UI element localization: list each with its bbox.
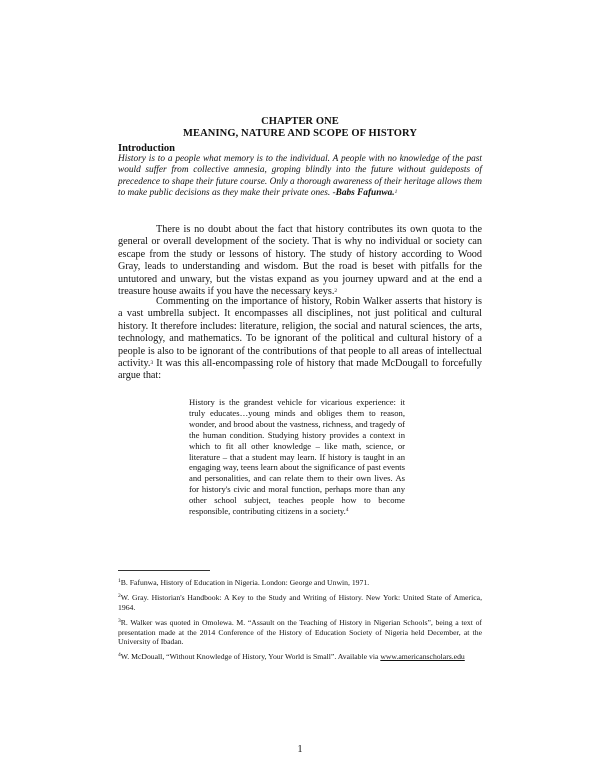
footnote-4: [118, 652, 482, 662]
page-number: 1: [297, 744, 303, 755]
chapter-title: MEANING, NATURE AND SCOPE OF HISTORY: [182, 128, 418, 139]
footnote-number: 2: [118, 593, 121, 599]
chapter-heading: CHAPTER ONE: [261, 116, 339, 127]
paragraph-2-text: Commenting on the importance of history, Robin Walker asserts that history is a vast umbrella subject. It encompasses all disciplines, not just political and cultural history. It therefore includes: literature, religion, the social and natural sciences, the arts, technology, and mathematics. To be ignorant of the political and cultural history of a people is also to be ignorant of the contributions of that people to all areas of intellectual activity.: [118, 296, 482, 370]
footnote-number: 4: [118, 652, 121, 658]
footnote-number: 1: [118, 578, 121, 584]
footnote-link[interactable]: www.americanscholars.edu: [380, 652, 465, 661]
footnote-3: [118, 618, 482, 647]
footnote-ref[interactable]: 2: [334, 288, 338, 295]
footnote-ref[interactable]: 4: [345, 507, 349, 514]
block-quote-text: History is the grandest vehicle for vicarious experience: it truly educates…young minds and obliges them to reason, wonder, and brood about the vastness, richness, and tragedy of the human condition. Studying history provides a context in which to fit all other knowledge – like math, science, or literature – that a student may learn. If history is taught in an engaging way, teens learn about the significance of past events and personalities, and can relate them to their own lives. As for history's civic and moral function, perhaps more than any other school subject, teaches people how to become responsible, contributing citizens in a society.: [189, 397, 405, 517]
paragraph-2-tail: It was this all-encompassing role of history that made McDougall to forcefully argue that:: [118, 358, 482, 382]
footnote-divider: [118, 570, 210, 571]
introduction-heading: Introduction: [118, 143, 175, 154]
block-quote: [189, 397, 405, 517]
footnote-ref[interactable]: 3: [150, 360, 154, 367]
footnote-text: B. Fafunwa, History of Education in Nigeria. London: George and Unwin, 1971.: [120, 578, 370, 587]
footnote-number: 3: [118, 618, 121, 624]
footnote-1: [118, 578, 482, 588]
footnote-ref[interactable]: 1: [394, 188, 398, 195]
paragraph-2: [118, 296, 482, 383]
paragraph-1: [118, 224, 482, 298]
epigraph-author: Babs Fafunwa.: [335, 187, 395, 198]
epigraph: [118, 154, 482, 199]
epigraph-text: History is to a people what memory is to the individual. A people with no knowledge of the past would suffer from collective amnesia, groping blindly into the future without guideposts of precedence to shape their future course. Only a thorough awareness of their heritage allows them to make public decisions as they make their private ones. -: [118, 154, 482, 198]
footnote-text: R. Walker was quoted in Omolewa. M. “Assault on the Teaching of History in Nigerian Schools”, being a text of presentation made at the 2014 Conference of the History of Education Society of Nigeria held December, at the University of Ibadan.: [118, 618, 482, 647]
footnote-text: W. Gray. Historian's Handbook: A Key to the Study and Writing of History. New York: United State of America, 1964.: [118, 593, 482, 612]
footnote-2: [118, 593, 482, 612]
paragraph-1-text: There is no doubt about the fact that history contributes its own quota to the general or overall development of the society. That is why no individual or society can escape from the study or lessons of history. The study of history according to Wood Gray, leads to understanding and wisdom. But the road is beset with pitfalls for the untutored and unwary, but the vistas expand as you journey upward and at the end a treasure house awaits if you have the necessary keys.: [118, 224, 482, 298]
footnote-text: W. McDouall, “Without Knowledge of History, Your World is Small”. Available via: [120, 652, 381, 661]
